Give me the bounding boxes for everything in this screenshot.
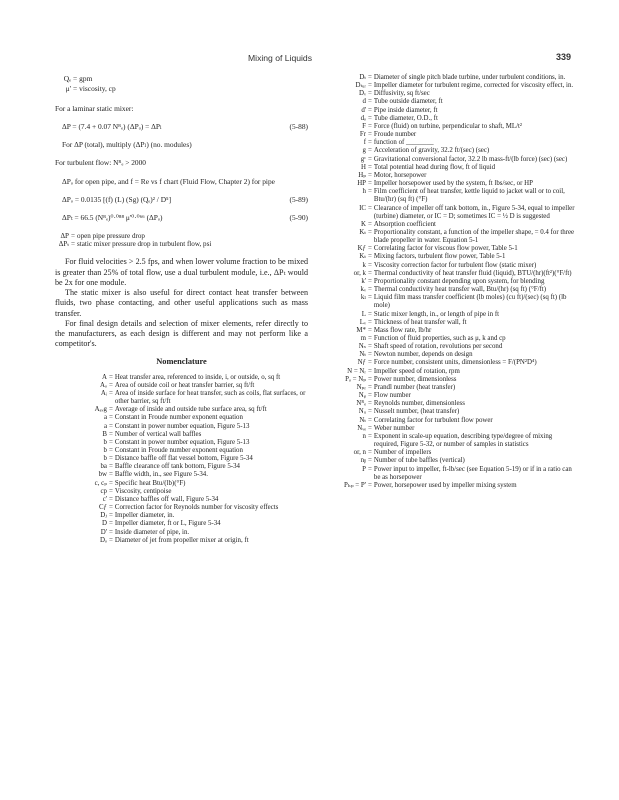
laminar-intro: For a laminar static mixer: bbox=[55, 103, 134, 113]
nomenclature-symbol: h bbox=[362, 188, 366, 196]
nomenclature-symbol: HP bbox=[357, 180, 366, 188]
nomenclature-left-list bbox=[55, 374, 308, 545]
nomenclature-definition: Constant in power number equation, Figure 5-13 bbox=[114, 438, 250, 446]
nomenclature-symbol: kₗ bbox=[360, 294, 366, 302]
nomenclature-entry bbox=[313, 188, 575, 204]
nomenclature-symbol: d bbox=[362, 98, 366, 106]
equals-sign: = bbox=[368, 294, 372, 302]
nomenclature-symbol: nᵦ bbox=[360, 457, 366, 465]
equals-sign: = bbox=[368, 131, 372, 139]
nomenclature-definition: Impeller diameter, ft or L, Figure 5-34 bbox=[114, 520, 221, 528]
nomenclature-symbol: Kₜ bbox=[359, 253, 366, 261]
nomenclature-symbol: Lᵥ bbox=[359, 318, 366, 326]
equals-sign: = bbox=[368, 220, 372, 228]
nomenclature-definition: Pipe inside diameter, ft bbox=[373, 106, 438, 114]
nomenclature-entry bbox=[313, 368, 575, 376]
nomenclature-definition: Viscosity correction factor for turbulent flow (static mixer) bbox=[373, 261, 537, 269]
nomenclature-entry bbox=[55, 455, 308, 463]
nomenclature-entry bbox=[313, 319, 575, 327]
nomenclature-entry bbox=[313, 286, 575, 294]
equals-sign: = bbox=[368, 155, 372, 163]
nomenclature-definition: Tube diameter, O.D., ft bbox=[373, 114, 438, 122]
nomenclature-entry bbox=[313, 172, 575, 180]
nomenclature-entry bbox=[313, 482, 575, 490]
nomenclature-definition: Correction factor for Reynolds number for viscosity effects bbox=[114, 504, 279, 512]
nomenclature-symbol: Nₚᵣ bbox=[356, 383, 366, 391]
nomenclature-symbol: ba bbox=[100, 463, 107, 471]
nomenclature-symbol: a bbox=[103, 414, 107, 422]
left-column bbox=[55, 74, 308, 545]
nomenclature-definition: Area of inside surface for heat transfer, such as coils, flat surfaces, or other barrier, sq ft/ft bbox=[114, 389, 306, 406]
nomenclature-symbol: Fr bbox=[359, 131, 366, 139]
nomenclature-symbol: b bbox=[103, 455, 107, 463]
definition-symbol: μ' bbox=[65, 84, 71, 94]
nomenclature-entry bbox=[313, 270, 575, 278]
definition-row: ΔP = open pipe pressure drop bbox=[55, 232, 308, 240]
nomenclature-entry bbox=[55, 471, 308, 479]
nomenclature-symbol: a bbox=[103, 422, 107, 430]
definition-text: static mixer pressure drop in turbulent flow, psi bbox=[77, 240, 212, 249]
equals-sign: = bbox=[368, 106, 372, 114]
nomenclature-definition: Diameter of jet from propeller mixer at origin, ft bbox=[114, 536, 249, 544]
nomenclature-entry bbox=[313, 417, 575, 425]
equals-sign: = bbox=[368, 122, 372, 130]
nomenclature-symbol: Nₜ bbox=[359, 416, 366, 424]
equals-sign: = bbox=[368, 449, 372, 457]
nomenclature-entry bbox=[313, 82, 575, 90]
nomenclature-entry bbox=[313, 425, 575, 433]
nomenclature-symbol: Nₛ bbox=[358, 343, 366, 351]
nomenclature-symbol: Nᴿₑ bbox=[356, 400, 366, 408]
nomenclature-definition: Exponent in scale-up equation, describing type/degree of mixing required, Figure 5-32, or number of samples in statistics bbox=[373, 432, 553, 449]
equals-sign: = bbox=[109, 373, 113, 381]
equals-sign: = bbox=[368, 383, 372, 391]
equals-sign: = bbox=[368, 90, 372, 98]
nomenclature-symbol: Pₕₚ = P' bbox=[344, 481, 366, 489]
nomenclature-entry bbox=[55, 439, 308, 447]
equation-number: (5-88) bbox=[289, 121, 308, 131]
equals-sign: = bbox=[109, 520, 113, 528]
nomenclature-entry bbox=[55, 463, 308, 471]
equals-sign: = bbox=[109, 471, 113, 479]
equals-sign: = bbox=[109, 487, 113, 495]
equals-sign: = bbox=[368, 408, 372, 416]
nomenclature-definition: Power number, dimensionless bbox=[373, 375, 457, 383]
equals-sign: = bbox=[368, 261, 372, 269]
nomenclature-definition: Liquid film mass transfer coefficient (lb moles) (cu ft)/(sec) (sq ft) (lb mole) bbox=[373, 294, 567, 310]
nomenclature-symbol: Dⱼ bbox=[100, 512, 107, 520]
nomenclature-entry bbox=[55, 496, 308, 504]
nomenclature-definition: Prandl number (heat transfer) bbox=[373, 383, 456, 391]
nomenclature-definition: Diffusivity, sq ft/sec bbox=[373, 90, 430, 98]
equals-sign: = bbox=[368, 82, 372, 90]
nomenclature-entry bbox=[313, 311, 575, 319]
equals-sign: = bbox=[109, 463, 113, 471]
definition-text: viscosity, cp bbox=[79, 84, 116, 94]
nomenclature-definition: Proportionality constant depending upon system, for blending bbox=[373, 277, 545, 285]
nomenclature-definition: Specific heat Btu/(lb)(°F) bbox=[114, 479, 186, 487]
nomenclature-symbol: bw bbox=[98, 471, 107, 479]
nomenclature-entry bbox=[55, 512, 308, 520]
nomenclature-entry bbox=[313, 107, 575, 115]
equals-sign: = bbox=[368, 188, 372, 196]
equation-5-89 bbox=[55, 195, 308, 204]
equals-sign: = bbox=[368, 245, 372, 253]
nomenclature-definition: Static mixer length, in., or length of pipe in ft bbox=[373, 310, 500, 318]
nomenclature-entry bbox=[55, 374, 308, 382]
nomenclature-entry bbox=[313, 433, 575, 449]
nomenclature-definition: Power, horsepower used by impeller mixing system bbox=[373, 481, 517, 489]
nomenclature-definition: Clearance of impeller off tank bottom, in., Figure 5-34, equal to impeller (turbine) diameter, or IC = D; sometimes IC = ½ D is suggested bbox=[373, 204, 575, 220]
equals-sign: = bbox=[368, 318, 372, 326]
nomenclature-symbol: cp bbox=[100, 487, 107, 495]
nomenclature-symbol: Nₜ bbox=[359, 351, 366, 359]
nomenclature-symbol: L bbox=[361, 310, 366, 318]
definition-text: gpm bbox=[79, 74, 93, 83]
nomenclature-entry bbox=[313, 180, 575, 188]
nomenclature-entry bbox=[313, 221, 575, 229]
equals-sign: = bbox=[368, 457, 372, 465]
nomenclature-definition: Gravitational conversional factor, 32.2 lb mass-ft/(lb force) (sec) (sec) bbox=[373, 155, 568, 163]
nomenclature-symbol: Kₜ bbox=[359, 228, 366, 236]
equals-sign: = bbox=[109, 512, 113, 520]
equals-sign: = bbox=[109, 414, 113, 422]
nomenclature-entry bbox=[55, 537, 308, 545]
top-definitions bbox=[55, 74, 308, 94]
nomenclature-definition: Correlating factor for viscous flow power, Table 5-1 bbox=[373, 245, 518, 253]
dp-open-pipe-note: ΔPₒ for open pipe, and f = Re vs f chart (Fluid Flow, Chapter 2) for pipe bbox=[62, 176, 275, 186]
nomenclature-definition: Impeller horsepower used by the system, ft lbs/sec, or HP bbox=[373, 180, 533, 188]
nomenclature-entry bbox=[313, 392, 575, 400]
nomenclature-symbol: k bbox=[362, 261, 366, 269]
nomenclature-definition: Proportionality constant, a function of the impeller shape, = 0.4 for three blade propeller in water. Equation 5-1 bbox=[373, 228, 575, 245]
nomenclature-entry bbox=[55, 504, 308, 512]
nomenclature-definition: Impeller diameter for turbulent regime, corrected for viscosity effect, in. bbox=[373, 82, 574, 90]
nomenclature-symbol: dₒ bbox=[360, 114, 366, 122]
nomenclature-definition: Thickness of heat transfer wall, ft bbox=[373, 318, 467, 326]
nomenclature-definition: Number of vertical wall baffles bbox=[114, 430, 202, 438]
nomenclature-entry bbox=[55, 520, 308, 528]
equals-sign: = bbox=[368, 228, 372, 236]
nomenclature-entry bbox=[55, 431, 308, 439]
nomenclature-symbol: Nᵩ bbox=[358, 392, 366, 400]
equals-sign: = bbox=[368, 180, 372, 188]
equals-sign: = bbox=[368, 392, 372, 400]
turbulent-intro: For turbulent flow: Nᴿₑ > 2000 bbox=[55, 158, 146, 168]
pressure-definitions bbox=[55, 232, 308, 249]
equation-5-90 bbox=[55, 213, 308, 222]
nomenclature-definition: Newton number, depends on design bbox=[373, 351, 473, 359]
nomenclature-symbol: g bbox=[362, 147, 366, 155]
nomenclature-symbol: Dₒ bbox=[100, 536, 107, 544]
nomenclature-definition: Absorption coefficient bbox=[373, 220, 436, 228]
equals-sign: = bbox=[109, 447, 113, 455]
nomenclature-definition: Function of fluid properties, such as μ, k and cp bbox=[373, 335, 506, 342]
nomenclature-entry bbox=[313, 139, 575, 147]
equals-sign: = bbox=[109, 536, 113, 544]
equals-sign: = bbox=[109, 528, 113, 536]
definition-symbol: Qₑ bbox=[63, 74, 71, 83]
nomenclature-entry bbox=[313, 147, 575, 155]
nomenclature-entry bbox=[313, 262, 575, 270]
nomenclature-entry bbox=[55, 488, 308, 496]
nomenclature-definition: Impeller diameter, in. bbox=[114, 512, 175, 520]
nomenclature-symbol: k' bbox=[361, 277, 366, 285]
nomenclature-entry bbox=[313, 164, 575, 172]
nomenclature-symbol: B bbox=[102, 430, 107, 438]
equals-sign: = bbox=[368, 253, 372, 261]
nomenclature-entry bbox=[55, 382, 308, 390]
nomenclature-symbol: Hₚ bbox=[358, 171, 366, 179]
nomenclature-symbol: Dᵥ bbox=[358, 90, 366, 98]
nomenclature-symbol: Aₒ bbox=[100, 381, 107, 389]
nomenclature-symbol: kᵥ bbox=[360, 286, 366, 294]
equals-sign: = bbox=[109, 430, 113, 438]
nomenclature-entry bbox=[313, 205, 575, 221]
nomenclature-definition: Baffle clearance off tank bottom, Figure 5-34 bbox=[114, 463, 240, 471]
definition-text: open pipe pressure drop bbox=[77, 231, 145, 240]
nomenclature-symbol: b bbox=[103, 447, 107, 455]
nomenclature-symbol: or, n bbox=[353, 449, 366, 457]
nomenclature-definition: Area of outside coil or heat transfer barrier, sq ft/ft bbox=[114, 381, 255, 389]
nomenclature-symbol: or, k bbox=[353, 269, 366, 277]
nomenclature-symbol: Nᵤ bbox=[358, 408, 366, 416]
nomenclature-entry bbox=[313, 457, 575, 465]
equation-expression: ΔPₜ = 66.5 (Nᴿₑ)⁰·⁰⁸⁸ μ'⁰·⁰⁶⁶ (ΔPₒ) bbox=[62, 213, 163, 223]
equals-sign: = bbox=[368, 204, 372, 212]
nomenclature-symbol: Nƒ bbox=[357, 359, 366, 367]
equals-sign: = bbox=[368, 335, 372, 342]
nomenclature-entry bbox=[313, 98, 575, 106]
nomenclature-definition: Weber number bbox=[373, 424, 415, 432]
nomenclature-definition: Force number, consistent units, dimensionless = F/(PN²D⁴) bbox=[373, 359, 537, 367]
nomenclature-right-list bbox=[313, 74, 575, 490]
nomenclature-entry bbox=[313, 131, 575, 139]
nomenclature-entry bbox=[313, 74, 575, 82]
nomenclature-entry bbox=[55, 447, 308, 455]
nomenclature-definition: Correlating factor for turbulent flow power bbox=[373, 416, 493, 424]
nomenclature-definition: Shaft speed of rotation, revolutions per second bbox=[373, 343, 503, 351]
nomenclature-definition: Thermal conductivity of heat transfer fluid (liquid), BTU/(hr)(ft²)(°F/ft) bbox=[373, 269, 572, 277]
nomenclature-symbol: D' bbox=[100, 528, 107, 536]
equals-sign: = bbox=[109, 406, 113, 414]
nomenclature-symbol: Kƒ bbox=[357, 245, 366, 253]
nomenclature-definition: Viscosity, centipoise bbox=[114, 487, 172, 495]
equals-sign: = bbox=[368, 343, 372, 351]
equals-sign: = bbox=[368, 481, 372, 489]
nomenclature-symbol: F bbox=[362, 122, 366, 130]
equals-sign: = bbox=[368, 416, 372, 424]
nomenclature-definition: Total potential head during flow, ft of liquid bbox=[373, 163, 496, 171]
nomenclature-symbol: Aₐᵥg bbox=[94, 406, 107, 414]
equals-sign: = bbox=[368, 147, 372, 155]
nomenclature-definition: Inside diameter of pipe, in. bbox=[114, 528, 190, 536]
nomenclature-entry bbox=[313, 123, 575, 131]
nomenclature-entry bbox=[55, 406, 308, 414]
nomenclature-definition: Heat transfer area, referenced to inside, i, or outside, o, sq ft bbox=[114, 373, 281, 381]
nomenclature-entry bbox=[313, 115, 575, 123]
nomenclature-entry bbox=[313, 229, 575, 245]
nomenclature-definition: Force (fluid) on turbine, perpendicular to shaft, ML/t² bbox=[373, 122, 522, 130]
nomenclature-symbol: Aᵢ bbox=[100, 389, 107, 397]
nomenclature-definition: Number of tube baffles (vertical) bbox=[373, 457, 465, 465]
nomenclature-entry bbox=[55, 414, 308, 422]
nomenclature-entry bbox=[313, 400, 575, 408]
equals-sign: = bbox=[368, 74, 372, 81]
nomenclature-definition: function of ________ bbox=[373, 139, 434, 147]
nomenclature-entry bbox=[55, 529, 308, 537]
nomenclature-definition: Impeller speed of rotation, rpm bbox=[373, 367, 460, 375]
nomenclature-entry bbox=[313, 351, 575, 359]
paragraph: For final design details and selection of mixer elements, refer directly to the manufacturers, as each design is different and may not perform like a competitor's. bbox=[55, 318, 308, 349]
equals-sign: = bbox=[368, 171, 372, 179]
equals-sign: = bbox=[368, 400, 372, 408]
nomenclature-definition: Constant in power number equation, Figure 5-13 bbox=[114, 422, 250, 430]
equals-sign: = bbox=[368, 163, 372, 171]
nomenclature-definition: Mass flow rate, lb/hr bbox=[373, 326, 432, 334]
equals-sign: = bbox=[109, 389, 113, 397]
nomenclature-entry bbox=[313, 449, 575, 457]
nomenclature-entry bbox=[55, 423, 308, 431]
equals-sign: = bbox=[368, 277, 372, 285]
equals-sign: = bbox=[368, 375, 372, 383]
nomenclature-symbol: Cƒ bbox=[98, 504, 107, 512]
nomenclature-symbol: N = Nᵣ bbox=[347, 367, 366, 375]
nomenclature-entry bbox=[313, 156, 575, 164]
equals-sign: = bbox=[368, 269, 372, 277]
nomenclature-definition: Motor, horsepower bbox=[373, 171, 427, 179]
nomenclature-symbol: M* bbox=[356, 326, 366, 334]
equation-number: (5-89) bbox=[289, 195, 308, 205]
nomenclature-symbol: D bbox=[102, 520, 107, 528]
nomenclature-entry bbox=[55, 390, 308, 406]
equation-5-88 bbox=[55, 122, 308, 131]
nomenclature-definition: Diameter of single pitch blade turbine, under turbulent conditions, in. bbox=[373, 74, 566, 81]
nomenclature-symbol: n bbox=[362, 432, 366, 440]
nomenclature-symbol: P bbox=[362, 465, 366, 473]
equation-expression: ΔPₒ = 0.0135 [(f) (L) (Sg) (Qₑ)² / D⁵] bbox=[62, 195, 172, 205]
nomenclature-symbol: Pₒ = Nₚ bbox=[345, 375, 366, 383]
nomenclature-entry bbox=[313, 408, 575, 416]
nomenclature-symbol: Nᵥₑ bbox=[357, 424, 366, 432]
nomenclature-definition: Flow number bbox=[373, 392, 411, 400]
equals-sign: = bbox=[109, 422, 113, 430]
definition-row: Qₑ = gpm bbox=[55, 74, 308, 83]
nomenclature-symbol: H bbox=[361, 163, 366, 171]
equals-sign: = bbox=[368, 114, 372, 122]
nomenclature-symbol: c, cₚ bbox=[94, 479, 107, 487]
nomenclature-entry bbox=[313, 359, 575, 367]
nomenclature-entry bbox=[55, 480, 308, 488]
nomenclature-definition: Thermal conductivity heat transfer wall, Btu/(hr) (sq ft) (°F/ft) bbox=[373, 286, 546, 294]
nomenclature-definition: Average of inside and outside tube surface area, sq ft/ft bbox=[114, 406, 267, 414]
equals-sign: = bbox=[368, 326, 372, 334]
equals-sign: = bbox=[368, 98, 372, 106]
nomenclature-definition: Mixing factors, turbulent flow power, Table 5-1 bbox=[373, 253, 506, 261]
equals-sign: = bbox=[368, 432, 372, 440]
dp-total-note: For ΔP (total), multiply (ΔPₗ) (no. modules) bbox=[62, 140, 192, 150]
nomenclature-entry bbox=[313, 90, 575, 98]
nomenclature-entry bbox=[313, 384, 575, 392]
nomenclature-definition: Power input to impeller, ft-lb/sec (see Equation 5-19) or if in a ratio can be as horsepower bbox=[373, 465, 572, 481]
nomenclature-symbol: Dₜᵤᵣ bbox=[355, 82, 366, 90]
equation-number: (5-90) bbox=[289, 213, 308, 223]
equals-sign: = bbox=[109, 504, 113, 512]
equals-sign: = bbox=[368, 367, 372, 375]
nomenclature-definition: Constant in Froude number exponent equation bbox=[114, 414, 243, 422]
equals-sign: = bbox=[368, 139, 372, 147]
running-header-title: Mixing of Liquids bbox=[248, 53, 313, 63]
equals-sign: = bbox=[109, 479, 113, 487]
nomenclature-definition: Nusselt number, (heat transfer) bbox=[373, 408, 460, 416]
page-number: 339 bbox=[556, 52, 572, 62]
equals-sign: = bbox=[109, 381, 113, 389]
nomenclature-symbol: IC bbox=[359, 204, 366, 212]
nomenclature-symbol: c' bbox=[102, 495, 107, 503]
nomenclature-entry bbox=[313, 466, 575, 482]
nomenclature-symbol: A bbox=[102, 373, 107, 381]
equals-sign: = bbox=[368, 465, 372, 473]
equals-sign: = bbox=[368, 424, 372, 432]
equals-sign: = bbox=[109, 455, 113, 463]
nomenclature-definition: Acceleration of gravity, 32.2 ft/(sec) (sec) bbox=[373, 147, 490, 155]
nomenclature-entry bbox=[313, 294, 575, 310]
nomenclature-entry bbox=[313, 278, 575, 286]
equals-sign: = bbox=[368, 286, 372, 294]
paragraph: The static mixer is also useful for direct contact heat transfer between fluids, two phase contacting, and other useful applications such as mass transfer. bbox=[55, 288, 308, 318]
nomenclature-symbol: f bbox=[363, 139, 366, 147]
nomenclature-symbol: Dₜ bbox=[359, 74, 366, 81]
nomenclature-definition: Number of impellers bbox=[373, 449, 432, 457]
nomenclature-symbol: d' bbox=[361, 106, 366, 114]
right-column bbox=[313, 74, 575, 490]
equals-sign: = bbox=[368, 359, 372, 367]
equals-sign: = bbox=[109, 495, 113, 503]
nomenclature-definition: Reynolds number, dimensionless bbox=[373, 400, 465, 408]
equation-expression: ΔP = (7.4 + 0.07 Nᴿₑ) (ΔPₒ) = ΔPₗ bbox=[62, 121, 162, 131]
definition-row: ΔPₜ = static mixer pressure drop in turbulent flow, psi bbox=[55, 240, 308, 248]
nomenclature-definition: Film coefficient of heat transfer, kettle liquid to jacket wall or to coil, Btu/(hr) (sq ft) (°F) bbox=[373, 188, 565, 204]
nomenclature-heading: Nomenclature bbox=[156, 357, 207, 367]
nomenclature-definition: Distance baffle off flat vessel bottom, Figure 5-34 bbox=[114, 455, 253, 463]
nomenclature-symbol: b bbox=[103, 438, 107, 446]
nomenclature-entry bbox=[313, 327, 575, 335]
nomenclature-entry bbox=[313, 376, 575, 384]
paragraph: For fluid velocities > 2.5 fps, and when lower volume fraction to be mixed is greater than 25% of total flow, use a dual turbulent module, i.e., ΔPₜ would be 2x for one module. bbox=[55, 257, 308, 287]
nomenclature-symbol: gᶜ bbox=[360, 155, 366, 163]
nomenclature-definition: Tube outside diameter, ft bbox=[373, 98, 443, 106]
nomenclature-definition: Froude number bbox=[373, 131, 417, 139]
nomenclature-symbol: K bbox=[361, 220, 366, 228]
definition-symbol: ΔPₜ bbox=[58, 240, 69, 249]
definition-row: μ' = viscosity, cp bbox=[55, 84, 308, 93]
equals-sign: = bbox=[368, 351, 372, 359]
equals-sign: = bbox=[368, 310, 372, 318]
nomenclature-entry bbox=[313, 343, 575, 351]
nomenclature-symbol: m bbox=[360, 335, 366, 342]
nomenclature-entry bbox=[313, 253, 575, 261]
nomenclature-definition: Constant in Froude number exponent equation bbox=[114, 447, 243, 455]
nomenclature-entry bbox=[313, 245, 575, 253]
nomenclature-definition: Distance baffles off wall, Figure 5-34 bbox=[114, 495, 219, 503]
definition-symbol: ΔP bbox=[60, 231, 69, 240]
equals-sign: = bbox=[109, 438, 113, 446]
nomenclature-definition: Baffle width, in., see Figure 5-34. bbox=[114, 471, 208, 479]
nomenclature-entry bbox=[313, 335, 575, 343]
